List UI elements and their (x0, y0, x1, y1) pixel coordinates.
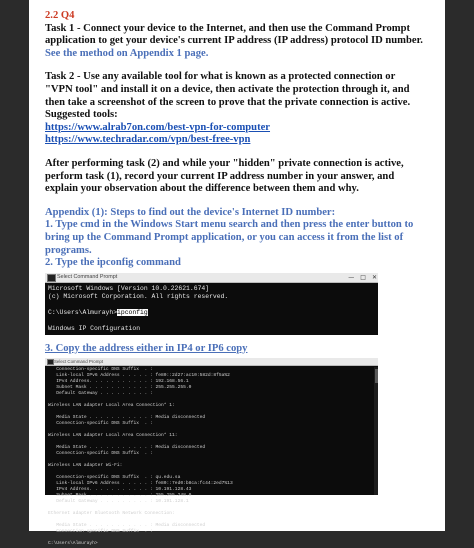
cmd-prompt-line (48, 309, 375, 317)
cmd-output-line: Media State . . . . . . . . . . . : Media disconnected (48, 523, 206, 529)
cmd-output-line: Connection-specific DNS Suffix . : qu.edu.sa (48, 475, 181, 481)
cmd-output-line: Media State . . . . . . . . . . . : Media disconnected (48, 445, 206, 451)
after-line1: After performing task (2) and while your "hidden" private connection is active, (45, 157, 404, 169)
appendix-step2: 2. Type the ipconfig command (45, 257, 181, 269)
appendix-step1-line2: bring up the Command Prompt application, or you can access it from the list of (45, 231, 404, 243)
task2-line2: "VPN tool" and install it on a device, then activate the protection through it, and (45, 83, 410, 95)
cmd-output (45, 283, 378, 336)
task1-text: Task 1 - Connect your device to the Internet, and then use the Command Prompt application to get your device's current IP address (IP address) protocol ID number. (45, 22, 423, 47)
cmd-typed-command: ipconfig (117, 309, 148, 317)
scrollbar-thumb[interactable] (375, 369, 378, 383)
appendix-reference: See the method on Appendix 1 page. (45, 47, 209, 59)
cmd-output-line: IPv4 Address. . . . . . . . . . . : 192.168.56.1 (48, 379, 189, 385)
maximize-icon[interactable]: □ (360, 273, 366, 281)
cmd-output-line: Connection-specific DNS Suffix . : (48, 529, 153, 535)
appendix-step3: 3. Copy the address either in IP4 or IP6 copy (45, 342, 248, 354)
appendix-step1-line1: 1. Type cmd in the Windows Start menu search and then press the enter button to (45, 219, 414, 231)
cmd-version-line: Microsoft Windows [Version 10.0.22621.674] (48, 284, 210, 292)
cmd-titlebar (45, 273, 378, 283)
cmd-prompt: C:\Users\Almurayh> (48, 309, 118, 317)
cmd-screenshot-ipconfig (45, 273, 378, 335)
cmd-copyright-line: (c) Microsoft Corporation. All rights reserved. (48, 292, 229, 300)
cmd-output-line: Ethernet adapter Bluetooth Network Connection: (48, 511, 175, 517)
cmd-output-line: Link-local IPv6 Address . . . . . : fe80::2d27:ac10:582d:8f5a%2 (48, 373, 230, 379)
cmd-output-line: Default Gateway . . . . . . . . . : 10.191.128.1 (48, 499, 189, 505)
cmd-output-line: C:\Users\Almurayh> (48, 541, 98, 547)
vpn-link-alrab7on[interactable]: https://www.alrab7on.com/best-vpn-for-computer (45, 121, 271, 133)
cmd-output-line: Connection-specific DNS Suffix . : (48, 451, 153, 457)
cmd2-output (45, 366, 378, 548)
appendix-step1-line3: programs. (45, 244, 92, 256)
appendix-title: Appendix (1): Steps to find out the device's Internet ID number: (45, 206, 336, 218)
task2-paragraph (45, 71, 437, 147)
document-page (29, 0, 445, 547)
document-content (45, 10, 437, 547)
appendix-block (45, 207, 437, 270)
minimize-icon[interactable]: — (348, 273, 355, 281)
cmd-output-line: Connection-specific DNS Suffix . : (48, 367, 153, 373)
cmd-output-line: Default Gateway . . . . . . . . . : (48, 391, 153, 397)
cmd2-window-icon (47, 359, 54, 365)
cmd-output-line: Connection-specific DNS Suffix . : (48, 421, 153, 427)
after-line2: perform task (1), record your current IP address number in your answer, and (45, 170, 395, 182)
section-heading: 2.2 Q4 (45, 10, 75, 21)
cmd2-scrollbar[interactable] (374, 367, 378, 495)
suggested-tools-label: Suggested tools: (45, 109, 118, 121)
cmd-output-line: Subnet Mask . . . . . . . . . . . : 255.255.255.0 (48, 385, 192, 391)
task1-paragraph (45, 23, 437, 61)
close-icon[interactable]: ✕ (371, 273, 377, 281)
cmd-output-line: Wireless LAN adapter Wi-Fi: (48, 463, 123, 469)
task2-line3: then take a screenshot of the screen to prove that the private connection is active. (45, 96, 411, 108)
cmd-output-line: Subnet Mask . . . . . . . . . . . : 255.255.248.0 (48, 493, 192, 499)
cmd-window-title: Select Command Prompt (57, 273, 118, 280)
cmd-output-line: Link-local IPv6 Address . . . . . : fe80::7ed0:b8ca:fc44:2ed7%13 (48, 481, 233, 487)
after-line3: explain your observation about the difference between them and why. (45, 183, 359, 195)
vpn-link-techradar[interactable]: https://www.techradar.com/vpn/best-free-vpn (45, 134, 251, 146)
after-paragraph (45, 158, 437, 196)
cmd2-titlebar (45, 358, 378, 366)
cmd-output-line: Wireless LAN adapter Local Area Connection* 11: (48, 433, 178, 439)
cmd-output-line: Wireless LAN adapter Local Area Connection* 1: (48, 403, 175, 409)
cmd-output-line: IPv4 Address. . . . . . . . . . . : 10.191.128.43 (48, 487, 192, 493)
task2-line1: Task 2 - Use any available tool for what is known as a protected connection or (45, 71, 396, 83)
cmd-window-icon (47, 274, 56, 282)
cmd2-window-title: Select Command Prompt (54, 358, 104, 364)
window-controls (348, 273, 377, 282)
cmd-output-line: Media State . . . . . . . . . . . : Media disconnected (48, 415, 206, 421)
cmd-screenshot-ipconfig-output (45, 358, 378, 547)
cmd-output-heading: Windows IP Configuration (48, 325, 141, 333)
